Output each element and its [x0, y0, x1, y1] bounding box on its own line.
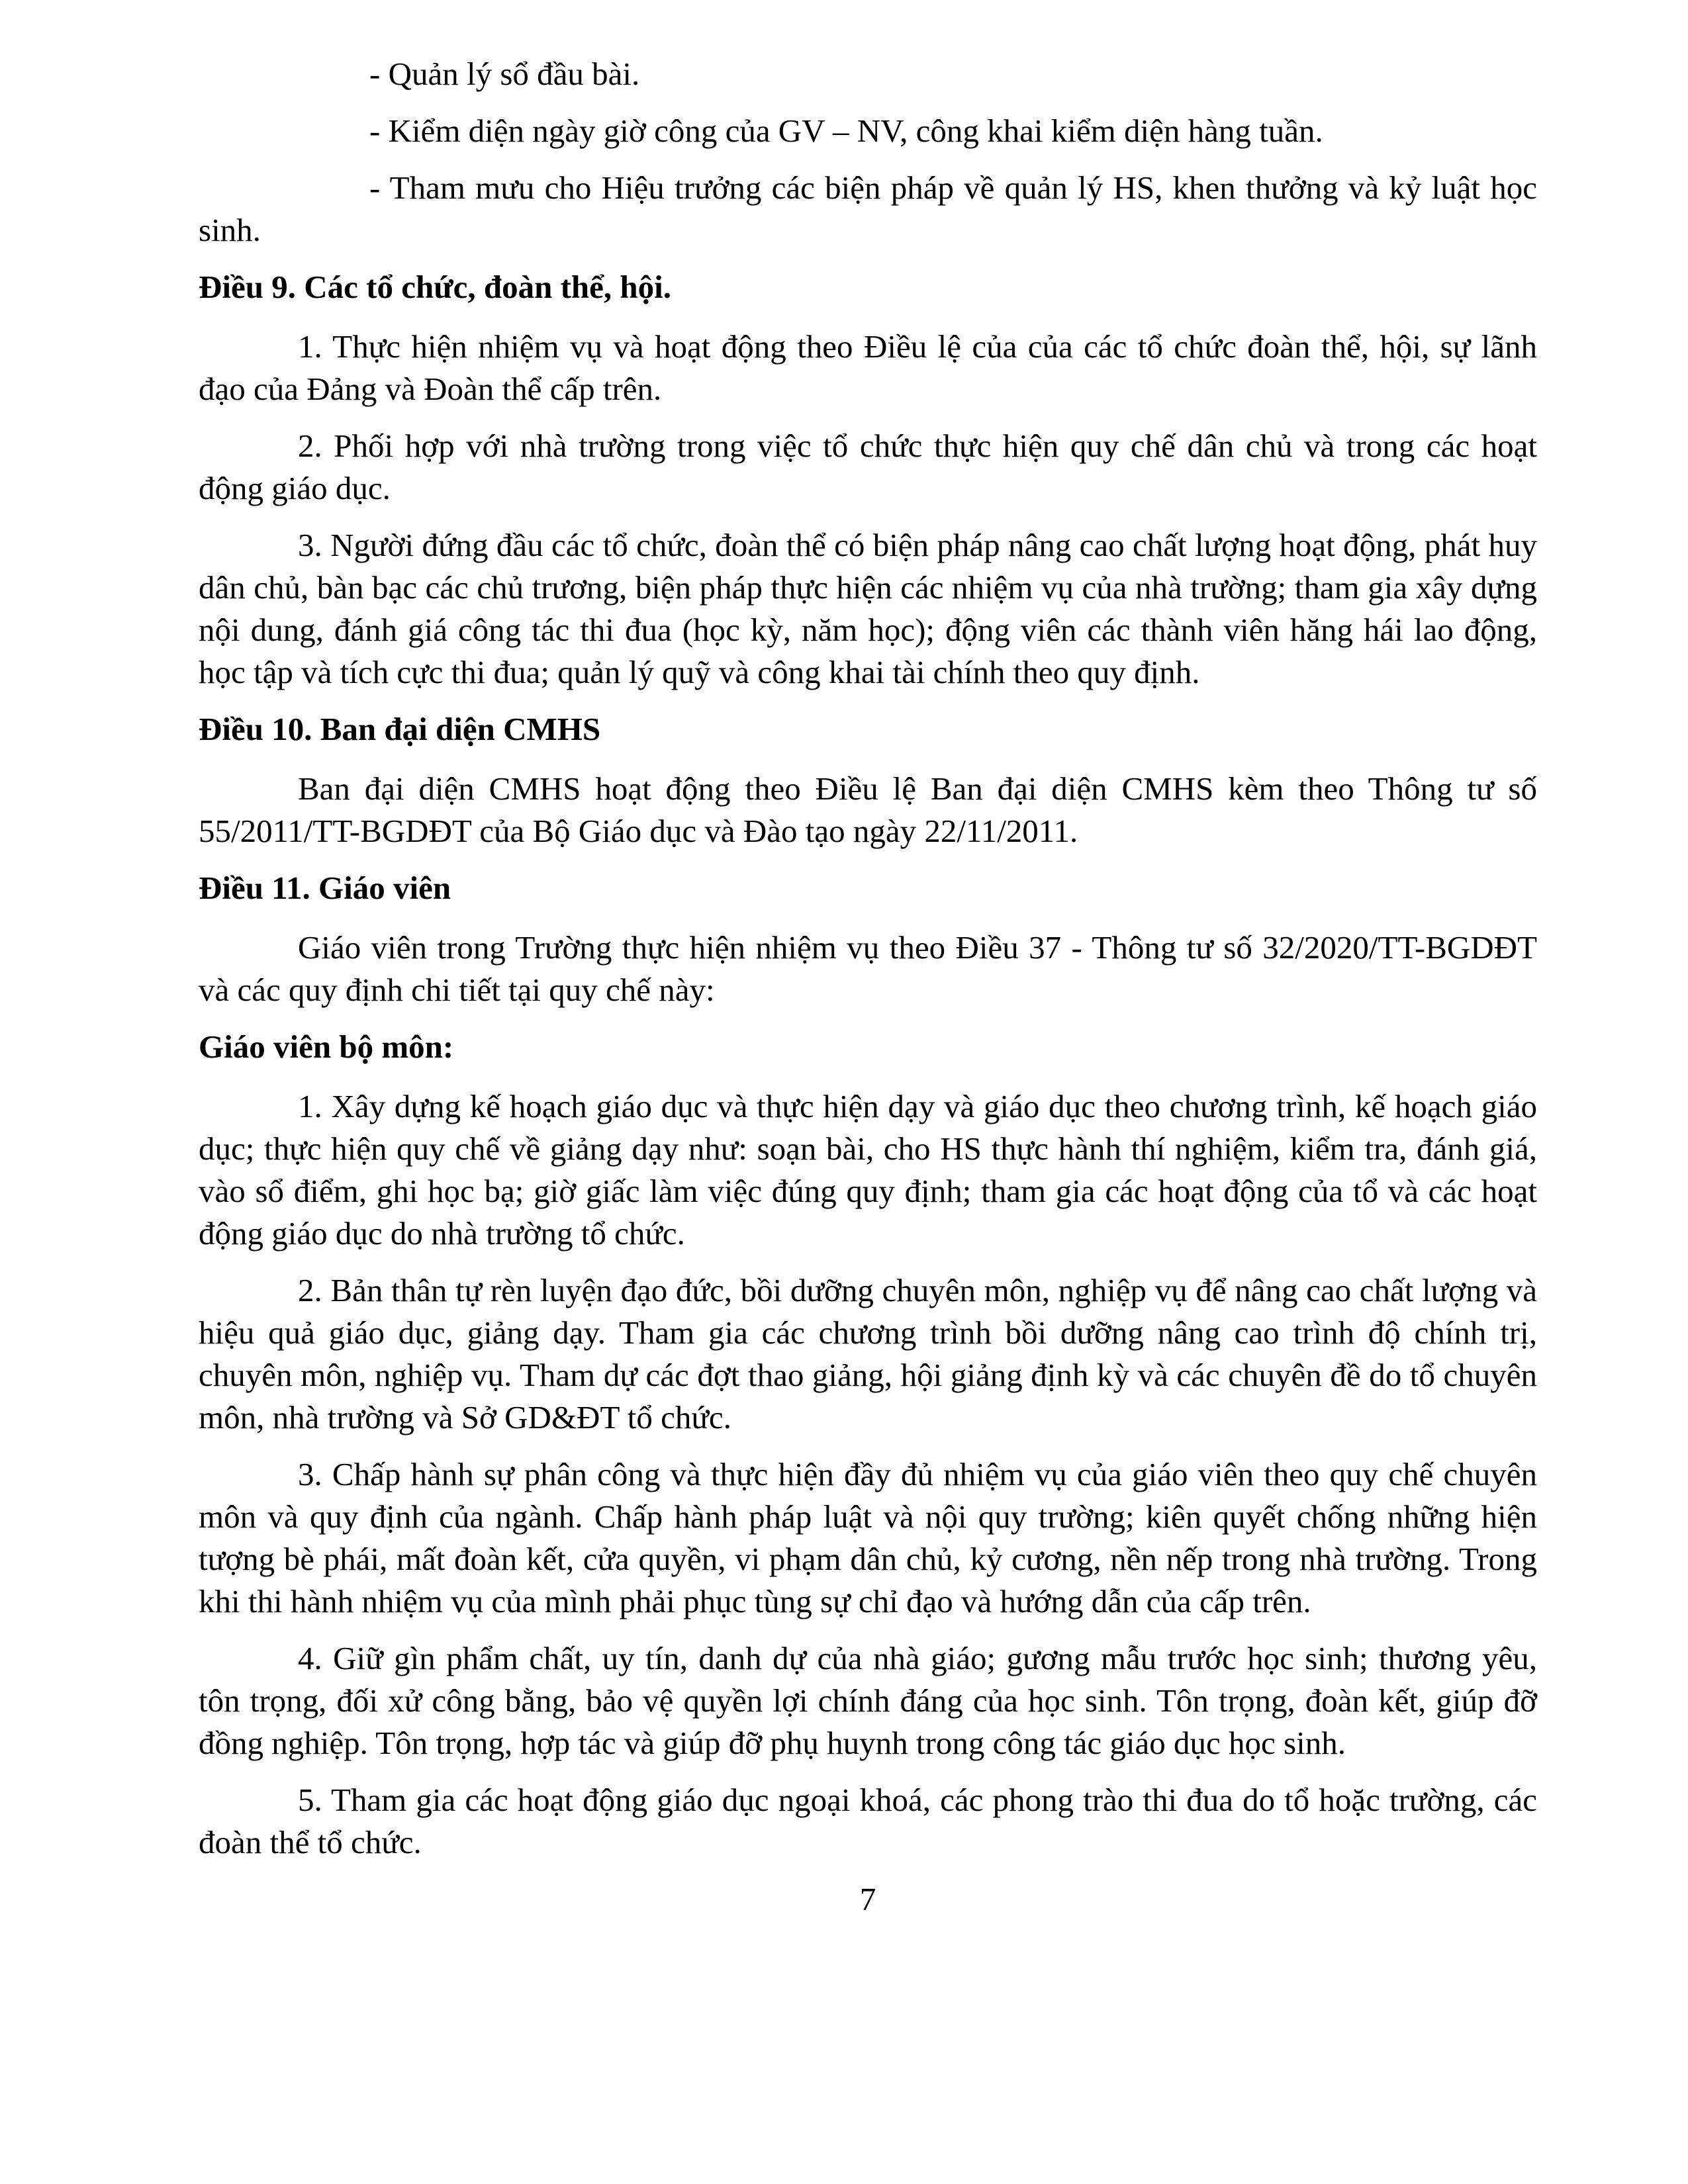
section-heading-dieu-11: Điều 11. Giáo viên: [199, 870, 451, 906]
section-heading-dieu-9: Điều 9. Các tổ chức, đoàn thể, hội.: [199, 269, 672, 305]
section-heading-dieu-10: Điều 10. Ban đại diện CMHS: [199, 711, 601, 747]
intro-bullet-2: - Kiểm diện ngày giờ công của GV – NV, công khai kiểm diện hàng tuần.: [369, 113, 1323, 149]
page-number: 7: [859, 1881, 876, 1917]
dieu-9-paragraph-1: 1. Thực hiện nhiệm vụ và hoạt động theo Điều lệ của của các tổ chức đoàn thể, hội, sự lãnh đạo của Đảng và Đoàn thể cấp trên.: [199, 328, 1537, 407]
giao-vien-bo-mon-paragraph-4: 4. Giữ gìn phẩm chất, uy tín, danh dự của nhà giáo; gương mẫu trước học sinh; thương yêu, tôn trọng, đối xử công bằng, bảo vệ quyền lợi chính đáng của học sinh. Tôn trọng, đoàn kết, giúp đỡ đồng nghiệp. Tôn trọng, hợp tác và giúp đỡ phụ huynh trong công tác giáo dục học sinh.: [199, 1640, 1537, 1761]
giao-vien-bo-mon-paragraph-5: 5. Tham gia các hoạt động giáo dục ngoại khoá, các phong trào thi đua do tổ hoặc trường, các đoàn thể tổ chức.: [199, 1782, 1537, 1860]
intro-bullet-3: - Tham mưu cho Hiệu trưởng các biện pháp về quản lý HS, khen thưởng và kỷ luật học sinh.: [199, 169, 1537, 248]
giao-vien-bo-mon-paragraph-1: 1. Xây dựng kế hoạch giáo dục và thực hiện dạy và giáo dục theo chương trình, kế hoạch giáo dục; thực hiện quy chế về giảng dạy như: soạn bài, cho HS thực hành thí nghiệm, kiểm tra, đánh giá, vào sổ điểm, ghi học bạ; giờ giấc làm việc đúng quy định; tham gia các hoạt động của tổ và các hoạt động giáo dục do nhà trường tổ chức.: [199, 1088, 1537, 1251]
giao-vien-bo-mon-paragraph-3: 3. Chấp hành sự phân công và thực hiện đầy đủ nhiệm vụ của giáo viên theo quy chế chuyên môn và quy định của ngành. Chấp hành pháp luật và nội quy trường; kiên quyết chống những hiện tượng bè phái, mất đoàn kết, cửa quyền, vi phạm dân chủ, kỷ cương, nền nếp trong nhà trường. Trong khi thi hành nhiệm vụ của mình phải phục tùng sự chỉ đạo và hướng dẫn của cấp trên.: [199, 1456, 1537, 1619]
subsection-heading-giao-vien-bo-mon: Giáo viên bộ môn:: [199, 1028, 454, 1065]
giao-vien-bo-mon-paragraph-2: 2. Bản thân tự rèn luyện đạo đức, bồi dưỡng chuyên môn, nghiệp vụ để nâng cao chất lượng và hiệu quả giáo dục, giảng dạy. Tham gia các chương trình bồi dưỡng nâng cao trình độ chính trị, chuyên môn, nghiệp vụ. Tham dự các đợt thao giảng, hội giảng định kỳ và các chuyên đề do tổ chuyên môn, nhà trường và Sở GD&ĐT tổ chức.: [199, 1272, 1537, 1435]
dieu-9-paragraph-3: 3. Người đứng đầu các tổ chức, đoàn thể có biện pháp nâng cao chất lượng hoạt động, phát huy dân chủ, bàn bạc các chủ trương, biện pháp thực hiện các nhiệm vụ của nhà trường; tham gia xây dựng nội dung, đánh giá công tác thi đua (học kỳ, năm học); động viên các thành viên hăng hái lao động, học tập và tích cực thi đua; quản lý quỹ và công khai tài chính theo quy định.: [199, 527, 1537, 690]
dieu-10-paragraph-1: Ban đại diện CMHS hoạt động theo Điều lệ Ban đại diện CMHS kèm theo Thông tư số 55/2011/TT-BGDĐT của Bộ Giáo dục và Đào tạo ngày 22/11/2011.: [199, 770, 1537, 849]
intro-bullet-1: - Quản lý sổ đầu bài.: [369, 56, 640, 92]
dieu-9-paragraph-2: 2. Phối hợp với nhà trường trong việc tổ chức thực hiện quy chế dân chủ và trong các hoạt động giáo dục.: [199, 428, 1537, 506]
dieu-11-paragraph-1: Giáo viên trong Trường thực hiện nhiệm vụ theo Điều 37 - Thông tư số 32/2020/TT-BGDĐT và các quy định chi tiết tại quy chế này:: [199, 929, 1537, 1008]
